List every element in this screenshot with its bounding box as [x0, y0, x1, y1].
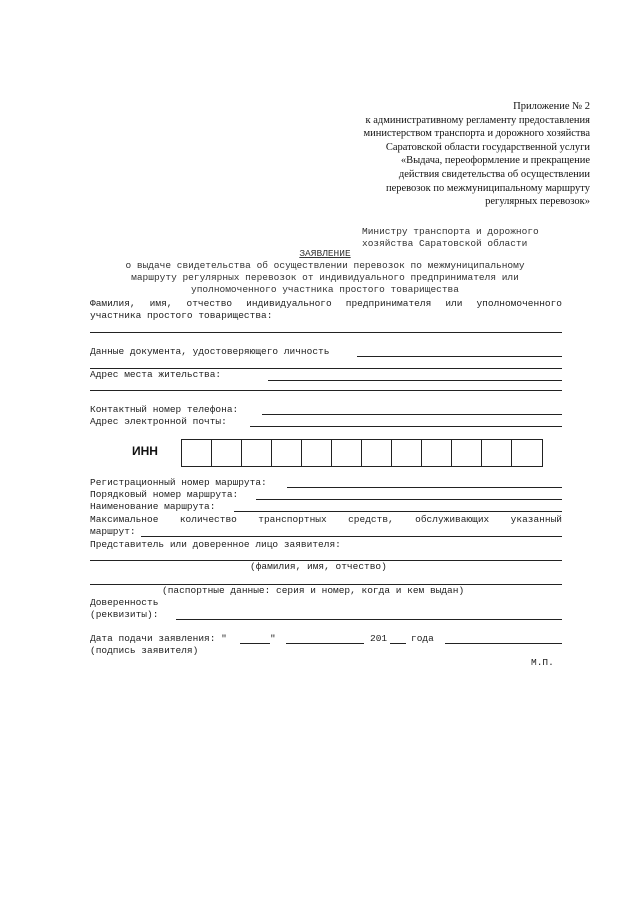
appendix-line: министерством транспорта и дорожного хозяйства [363, 128, 590, 140]
title-heading: ЗАЯВЛЕНИЕ [299, 248, 351, 259]
max-vehicles-input-line[interactable] [141, 536, 562, 537]
fio-hint: (фамилия, имя, отчество) [250, 561, 387, 572]
phone-label: Контактный номер телефона: [90, 404, 239, 415]
fio-label-cont: участника простого товарищества: [90, 310, 273, 321]
document-title [90, 248, 560, 296]
inn-cell[interactable] [512, 440, 542, 466]
inn-cell[interactable] [272, 440, 302, 466]
date-month-input-line[interactable] [286, 643, 364, 644]
inn-cell[interactable] [242, 440, 272, 466]
inn-cell[interactable] [482, 440, 512, 466]
inn-cell[interactable] [302, 440, 332, 466]
appendix-line: перевозок по межмуниципальному маршруту [385, 182, 590, 194]
inn-cell[interactable] [452, 440, 482, 466]
title-line: о выдаче свидетельства об осуществлении перевозок по межмуниципальному [125, 260, 525, 271]
date-quote: " [270, 633, 276, 644]
address-label: Адрес места жительства: [90, 369, 222, 380]
inn-label: ИНН [132, 444, 158, 458]
route-name-input-line[interactable] [234, 511, 562, 512]
document-input-line[interactable] [357, 356, 562, 357]
seq-number-input-line[interactable] [256, 499, 562, 500]
power-of-attorney-label: Доверенность [90, 597, 159, 608]
passport-hint: (паспортные данные: серия и номер, когда и кем выдан) [162, 585, 465, 596]
address-input-line-2[interactable] [90, 390, 562, 391]
addressee-line: хозяйства Саратовской области [362, 238, 528, 249]
requisites-label: (реквизиты): [90, 609, 159, 620]
signature-hint: (подпись заявителя) [90, 645, 199, 656]
inn-cell[interactable] [332, 440, 362, 466]
inn-cell[interactable] [182, 440, 212, 466]
title-line: маршруту регулярных перевозок от индивидуального предпринимателя или [131, 272, 519, 283]
fio-input-line[interactable] [90, 332, 562, 333]
appendix-header [290, 100, 590, 209]
reg-number-input-line[interactable] [287, 487, 562, 488]
appendix-line: регулярных перевозок» [485, 196, 590, 208]
date-label: Дата подачи заявления: " [90, 633, 227, 644]
appendix-line: «Выдача, переоформление и прекращение [400, 155, 590, 167]
fio-label: Фамилия, имя, отчество индивидуального предпринимателя или уполномоченного [90, 298, 562, 309]
representative-label: Представитель или доверенное лицо заявителя: [90, 539, 341, 550]
inn-cell[interactable] [422, 440, 452, 466]
max-vehicles-label-cont: маршрут: [90, 526, 136, 537]
seal-mark: М.П. [531, 657, 554, 668]
addressee-line: Министру транспорта и дорожного [362, 226, 539, 237]
signature-input-line[interactable] [445, 643, 562, 644]
appendix-line: Саратовской области государственной услуги [385, 141, 590, 153]
phone-input-line[interactable] [262, 414, 562, 415]
document-label: Данные документа, удостоверяющего личность [90, 346, 330, 357]
date-year-input-line[interactable] [390, 643, 406, 644]
requisites-input-line[interactable] [176, 619, 562, 620]
inn-cell[interactable] [362, 440, 392, 466]
email-input-line[interactable] [250, 426, 562, 427]
date-year-prefix: 201 [370, 633, 388, 644]
route-name-label: Наименование маршрута: [90, 501, 216, 512]
date-year-suffix: года [411, 633, 434, 644]
seq-number-label: Порядковый номер маршрута: [90, 489, 239, 500]
inn-grid [181, 439, 543, 467]
date-day-input-line[interactable] [240, 643, 270, 644]
address-input-line[interactable] [268, 380, 562, 381]
inn-cell[interactable] [212, 440, 242, 466]
reg-number-label: Регистрационный номер маршрута: [90, 477, 267, 488]
max-vehicles-label: Максимальное количество транспортных средств, обслуживающих указанный [90, 514, 562, 525]
email-label: Адрес электронной почты: [90, 416, 227, 427]
appendix-line: к административному регламенту предоставления [365, 114, 590, 126]
appendix-line: Приложение № 2 [513, 101, 590, 112]
addressee [362, 226, 539, 250]
inn-cell[interactable] [392, 440, 422, 466]
appendix-line: действия свидетельства об осуществлении [398, 168, 590, 180]
title-line: уполномоченного участника простого товарищества [191, 284, 459, 295]
